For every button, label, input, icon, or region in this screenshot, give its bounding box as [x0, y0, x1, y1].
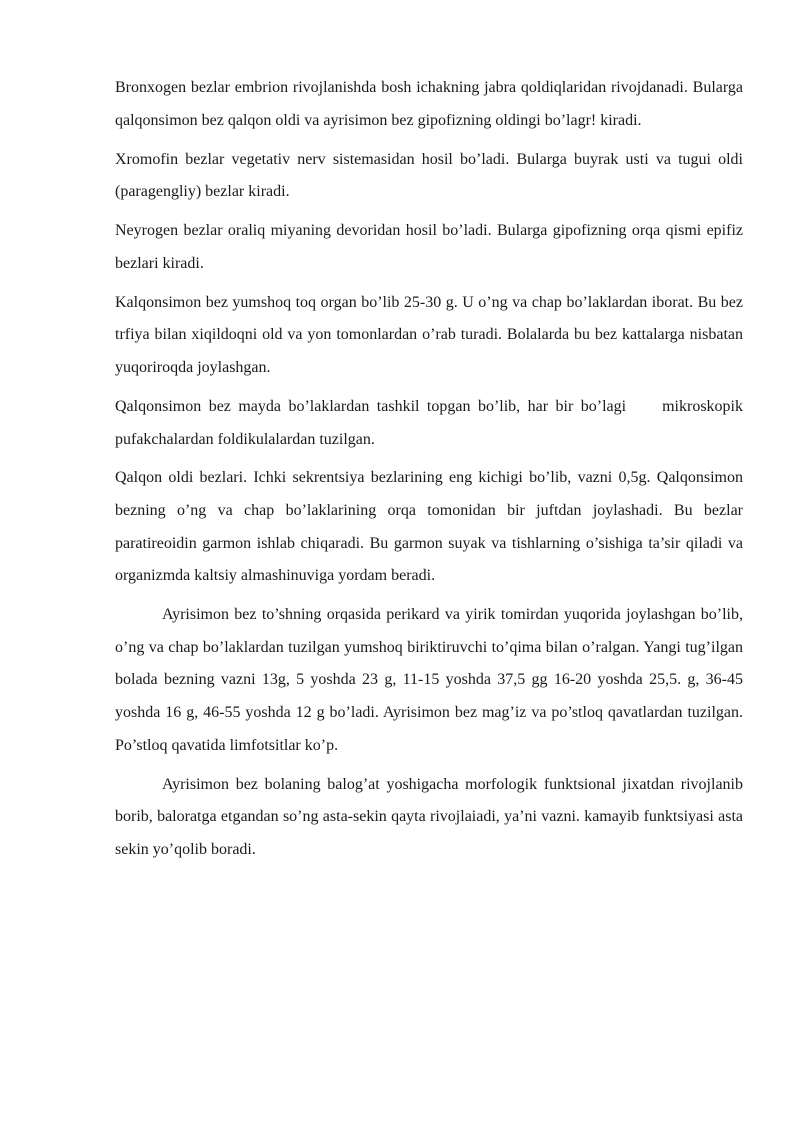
paragraph-qalqonsimon-line1: Qalqonsimon bez mayda bo’laklardan tashkil topgan bo’lib, [115, 397, 521, 415]
document-page [115, 72, 743, 873]
paragraph-xromofin: Xromofin bezlar vegetativ nerv sistemasidan hosil bo’ladi. Bularga buyrak usti va tugui oldi (paragengliy) bezlar kiradi. [115, 150, 743, 201]
paragraph-bronxogen: Bronxogen bezlar embrion rivojlanishda bosh ichakning jabra qoldiqlaridan rivojdanadi. Bularga qalqonsimon bez qalqon oldi va ayrisimon bez gipofizning oldingi bo’lagr! kiradi. [115, 79, 743, 129]
paragraph-qalqon-oldi: Qalqon oldi bezlari. Ichki sekrentsiya bezlarining eng kichigi bo’lib, vazni 0,5g. Qalqonsimon bezning o’ng va chap bo’laklarining orqa tomonidan bir juftdan joylashadi. Bu bezlar paratireoidin garmon ishlab chiqaradi. Bu garmon suyak va tishlarning o’sishiga ta’sir qiladi va organizmda kaltsiy almashinuviga yordam beradi. [115, 469, 743, 585]
paragraph-neyrogen: Neyrogen bezlar oraliq miyaning devoridan hosil bo’ladi. Bularga gipofizning orqa qismi epifiz bezlari kiradi. [115, 222, 743, 272]
paragraph-kalqonsimon: Kalqonsimon bez yumshoq toq organ bo’lib 25-30 g. U o’ng va chap bo’laklardan iborat. Bu bez trfiya bilan xiqildoqni old va yon tomonlardan o’rab turadi. Bolalarda bu bez kattalarga nisbatan yuqoriroqda joylashgan. [115, 293, 743, 376]
paragraph-qalqonsimon-line2-start: har bir bo’lagi [527, 397, 627, 415]
paragraph-ayrisimon-location: Ayrisimon bez to’shning orqasida perikard va yirik tomirdan yuqorida joylashgan bo’lib, o’ng va chap bo’laklardan tuzilgan yumshoq biriktiruvchi to’qima bilan o’ralgan. Yangi tug’ilgan bolada bezning vazni 13g, 5 yoshda 23 g, 11-15 yoshda 37,5 gg 16-20 yoshda 25,5. g, 36-45 yoshda 16 g, 46-55 yoshda 12 g bo’ladi. Ayrisimon bez mag’iz va po’stloq qavatlardan tuzilgan. Po’stloq qavatida limfotsitlar ko’p. [115, 606, 743, 754]
paragraph-qalqonsimon-structure [115, 391, 743, 456]
paragraph-qalqonsimon-line2-end: mikroskopik pufakchalardan foldikulalardan tuzilgan. [115, 397, 743, 448]
paragraph-ayrisimon-development: Ayrisimon bez bolaning balog’at yoshigacha morfologik funktsional jixatdan rivojlanib borib, baloratga etgandan so’ng asta-sekin qayta rivojlaiadi, ya’ni vazni. kamayib funktsiyasi asta sekin yo’qolib boradi. [115, 775, 743, 858]
